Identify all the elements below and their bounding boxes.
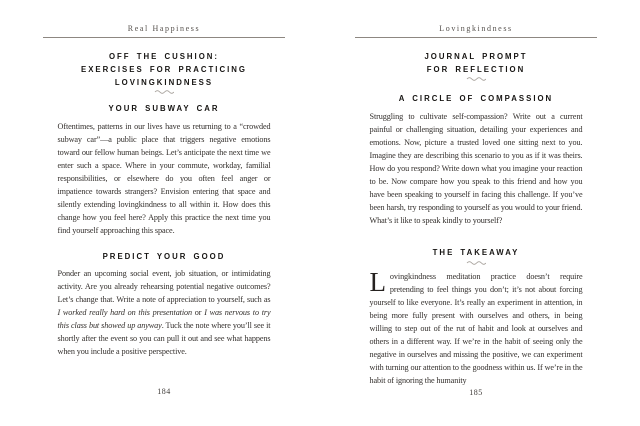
journal-prompt-heading-line: JOURNAL PROMPT bbox=[424, 52, 528, 61]
body-paragraph-predict bbox=[58, 267, 271, 358]
chapter-heading-line: EXERCISES FOR PRACTICING bbox=[81, 65, 247, 74]
wave-ornament-icon bbox=[336, 260, 616, 266]
page-number-left: 184 bbox=[157, 387, 171, 396]
running-head-right: Lovingkindness bbox=[439, 24, 513, 33]
body-text-run: or bbox=[192, 308, 205, 317]
italic-note-example: I was nervous to try this class but showed up anyway bbox=[57, 308, 271, 330]
italic-note-example: I worked really hard on this presentation bbox=[57, 308, 193, 317]
section-heading-the-takeaway: THE TAKEAWAY bbox=[432, 248, 520, 257]
wave-ornament-icon bbox=[336, 76, 616, 82]
page-left bbox=[24, 0, 304, 426]
chapter-heading-line: OFF THE CUSHION: bbox=[108, 52, 220, 61]
body-paragraph-compassion: Struggling to cultivate self-compassion? Write out a current painful or challenging situation, detailing your experiences and emotions. Now, picture a trusted loved one sitting next to you. Imagine they are describing this scenario to you as if it was theirs. How do you respond? Write down what you imagine your reaction to be. Now compare how you speak to this friend and how you have been speaking to yourself in facing this challenge. If you’ve been harsh, try responding to yourself as you would to your friend. What’s it like to speak kindly to yourself? bbox=[369, 112, 583, 225]
section-heading-your-subway-car: YOUR SUBWAY CAR bbox=[108, 104, 220, 113]
body-text-run: Ponder an upcoming social event, job situation, or intimidating activity. Are you already rehearsing potential negative outcomes? Let’s change that. Write a note of appreciation to yourself, such as bbox=[57, 269, 271, 304]
chapter-heading-line: LOVINGKINDNESS bbox=[114, 78, 214, 87]
header-rule-right bbox=[355, 37, 597, 38]
section-heading-predict-your-good: PREDICT YOUR GOOD bbox=[102, 252, 226, 261]
drop-cap: L bbox=[369, 267, 386, 297]
running-head-left: Real Happiness bbox=[127, 24, 201, 33]
body-text-run: ovingkindness meditation practice doesn’t require pretending to feel things you don’t; it’s not about forcing yourself to like everyone. It’s really an experiment in attention, in being more fully present with ourselves and others, in being willing to step out of the rut of habit and look at ourselves and others in a different way. If we’re in the habit of seeing only the negative in ourselves and missing the positive, we can experiment with turning our attention to the goodness within us. If we’re in the habit of ignoring the humanity bbox=[369, 272, 583, 385]
body-paragraph-subway: Oftentimes, patterns in our lives have us returning to a “crowded subway car”—a public place that triggers negative emotions toward our fellow human beings. Let’s anticipate the next time we enter such a space. Where in your commute, workday, familial responsibilities, or elsewhere do you often feel anger or impatience towards strangers? Envision entering that space and silently extending lovingkindness to all within it. How does this change how you feel here? Apply this practice the next time you find yourself approaching this space. bbox=[57, 122, 271, 235]
page-number-right: 185 bbox=[469, 388, 483, 397]
section-heading-circle-of-compassion: A CIRCLE OF COMPASSION bbox=[398, 94, 554, 103]
body-text-run: . Tuck the note where you’ll see it shortly after the event so you can pull it out and see what happens when you include a positive perspective. bbox=[57, 321, 271, 356]
wave-ornament-icon bbox=[24, 89, 304, 95]
header-rule-left bbox=[43, 37, 285, 38]
page-right bbox=[336, 0, 616, 426]
journal-prompt-heading bbox=[336, 50, 616, 76]
body-paragraph-takeaway bbox=[369, 267, 583, 387]
journal-prompt-heading-line: FOR REFLECTION bbox=[426, 65, 526, 74]
chapter-heading bbox=[24, 50, 304, 89]
